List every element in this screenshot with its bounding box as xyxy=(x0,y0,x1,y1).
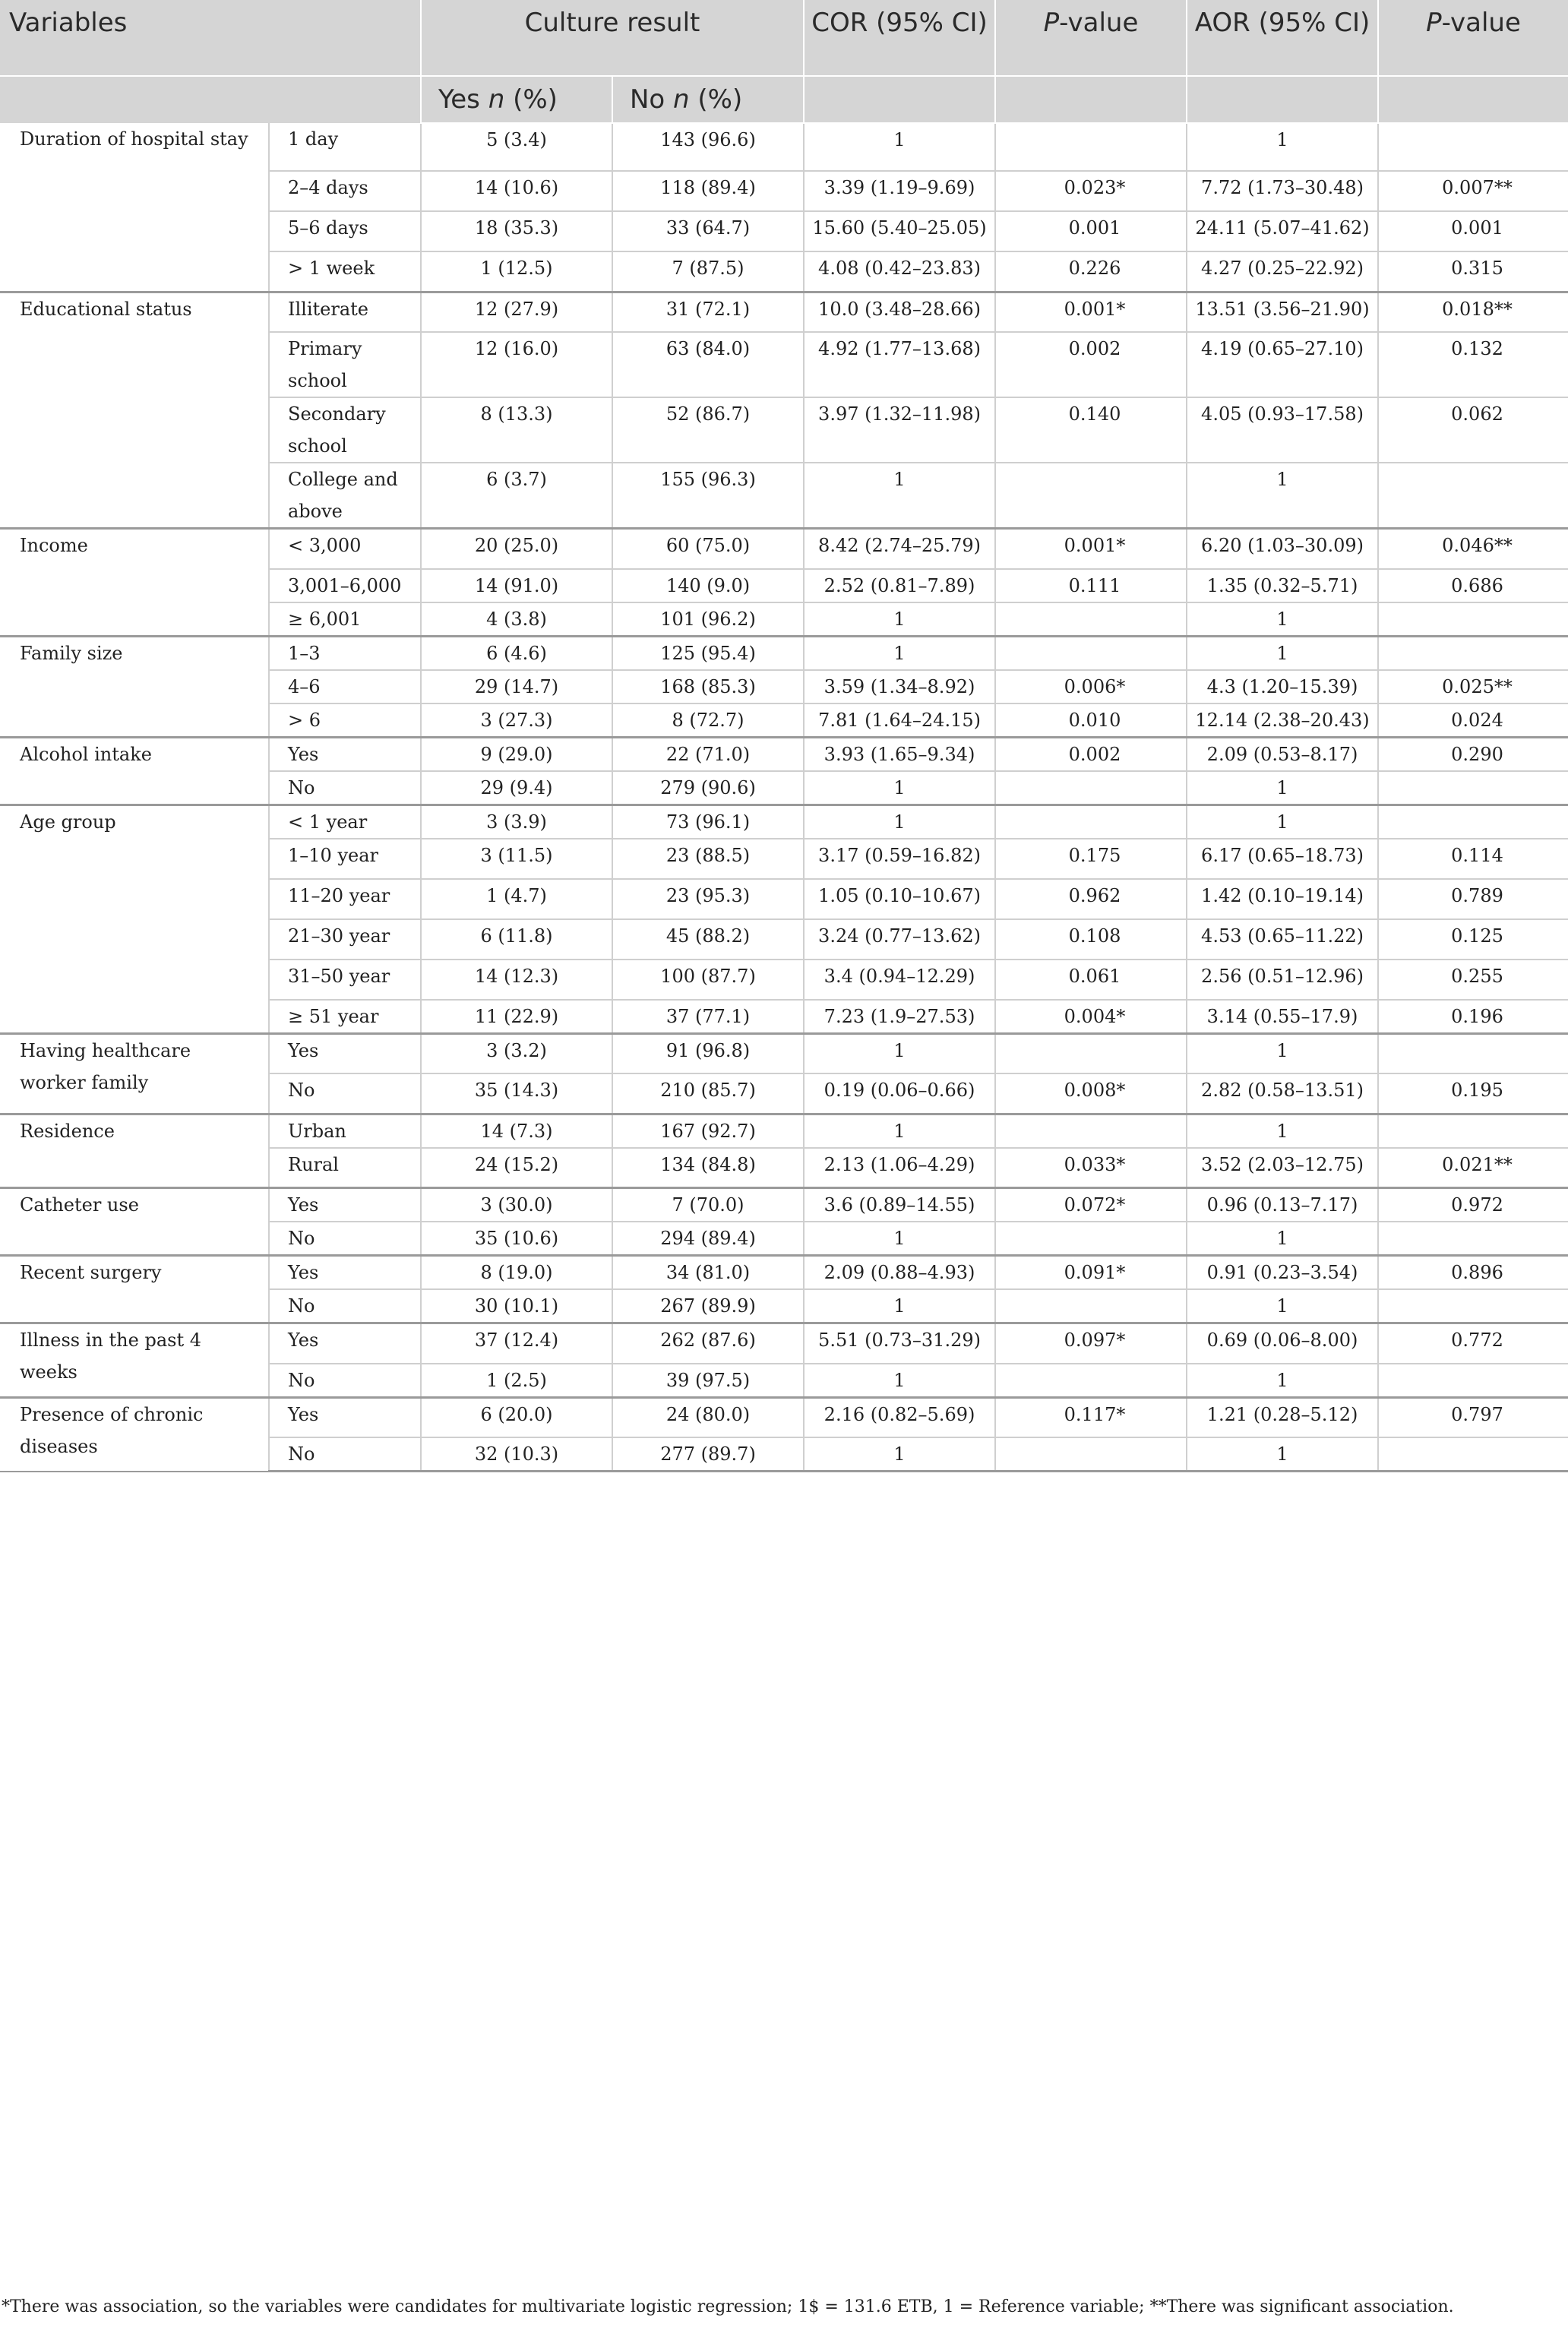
no-count: 7 (70.0) xyxy=(612,1188,804,1222)
yes-count: 14 (10.6) xyxy=(421,171,612,211)
aor-value: 4.05 (0.93–17.58) xyxy=(1187,397,1378,463)
aor-value: 2.09 (0.53–8.17) xyxy=(1187,737,1378,771)
yes-count: 29 (9.4) xyxy=(421,771,612,805)
no-count: 168 (85.3) xyxy=(612,670,804,703)
category-label: No xyxy=(269,771,421,805)
cor-value: 1 xyxy=(804,123,995,171)
yes-count: 24 (15.2) xyxy=(421,1148,612,1188)
category-label: Yes xyxy=(269,1256,421,1290)
aor-p-value xyxy=(1378,123,1568,171)
no-count: 101 (96.2) xyxy=(612,602,804,637)
cor-p-value xyxy=(995,771,1187,805)
variable-name: Recent surgery xyxy=(0,1256,269,1323)
aor-value: 13.51 (3.56–21.90) xyxy=(1187,292,1378,332)
no-count: 33 (64.7) xyxy=(612,211,804,251)
aor-value: 1 xyxy=(1187,805,1378,839)
cor-value: 4.92 (1.77–13.68) xyxy=(804,332,995,397)
header-variables: Variables xyxy=(0,0,421,76)
yes-count: 12 (16.0) xyxy=(421,332,612,397)
category-label: ≥ 6,001 xyxy=(269,602,421,637)
p-value-label: -value xyxy=(1059,8,1139,38)
yes-count: 30 (10.1) xyxy=(421,1289,612,1323)
variable-name: Having healthcare worker family xyxy=(0,1033,269,1114)
yes-count: 14 (7.3) xyxy=(421,1114,612,1148)
yes-count: 12 (27.9) xyxy=(421,292,612,332)
table-body xyxy=(0,123,1568,1472)
cor-value: 3.24 (0.77–13.62) xyxy=(804,919,995,960)
category-label: No xyxy=(269,1437,421,1472)
category-label: Primary school xyxy=(269,332,421,397)
header-culture-result: Culture result xyxy=(421,0,804,76)
header-no-n: No n (%) xyxy=(612,76,804,123)
yes-count: 6 (3.7) xyxy=(421,463,612,529)
cor-value: 3.59 (1.34–8.92) xyxy=(804,670,995,703)
category-label: 3,001–6,000 xyxy=(269,569,421,602)
yes-count: 3 (3.2) xyxy=(421,1033,612,1073)
no-count: 143 (96.6) xyxy=(612,123,804,171)
header-cor-p-value xyxy=(995,0,1187,76)
no-count: 60 (75.0) xyxy=(612,529,804,569)
category-label: 4–6 xyxy=(269,670,421,703)
table-row xyxy=(0,1033,1568,1073)
cor-p-value xyxy=(995,123,1187,171)
category-label: 2–4 days xyxy=(269,171,421,211)
cor-value: 8.42 (2.74–25.79) xyxy=(804,529,995,569)
aor-value: 1 xyxy=(1187,1437,1378,1472)
category-label: 1 day xyxy=(269,123,421,171)
yes-count: 3 (11.5) xyxy=(421,839,612,879)
category-label: Yes xyxy=(269,1323,421,1364)
yes-count: 3 (3.9) xyxy=(421,805,612,839)
table-row xyxy=(0,1114,1568,1148)
p-letter: P xyxy=(1426,8,1442,38)
cor-p-value: 0.962 xyxy=(995,879,1187,919)
cor-value: 2.13 (1.06–4.29) xyxy=(804,1148,995,1188)
yes-count: 9 (29.0) xyxy=(421,737,612,771)
cor-value: 1.05 (0.10–10.67) xyxy=(804,879,995,919)
no-count: 8 (72.7) xyxy=(612,703,804,738)
aor-value: 3.14 (0.55–17.9) xyxy=(1187,1000,1378,1034)
cor-value: 10.0 (3.48–28.66) xyxy=(804,292,995,332)
aor-value: 1.35 (0.32–5.71) xyxy=(1187,569,1378,602)
table-header xyxy=(0,0,1568,123)
no-count: 23 (88.5) xyxy=(612,839,804,879)
cor-p-value: 0.010 xyxy=(995,703,1187,738)
cor-p-value xyxy=(995,1222,1187,1256)
yes-count: 1 (4.7) xyxy=(421,879,612,919)
aor-p-value xyxy=(1378,1222,1568,1256)
no-count: 37 (77.1) xyxy=(612,1000,804,1034)
header-aor-p-value xyxy=(1378,0,1568,76)
header-blank xyxy=(995,76,1187,123)
aor-p-value: 0.772 xyxy=(1378,1323,1568,1364)
category-label: No xyxy=(269,1364,421,1398)
cor-value: 1 xyxy=(804,805,995,839)
category-label: > 1 week xyxy=(269,251,421,292)
aor-p-value: 0.315 xyxy=(1378,251,1568,292)
variable-name: Alcohol intake xyxy=(0,737,269,805)
aor-value: 6.17 (0.65–18.73) xyxy=(1187,839,1378,879)
cor-value: 2.09 (0.88–4.93) xyxy=(804,1256,995,1290)
yes-count: 3 (30.0) xyxy=(421,1188,612,1222)
aor-p-value: 0.024 xyxy=(1378,703,1568,738)
cor-p-value: 0.111 xyxy=(995,569,1187,602)
header-blank xyxy=(0,76,421,123)
cor-value: 7.23 (1.9–27.53) xyxy=(804,1000,995,1034)
cor-p-value: 0.097* xyxy=(995,1323,1187,1364)
cor-p-value: 0.108 xyxy=(995,919,1187,960)
aor-value: 1 xyxy=(1187,1289,1378,1323)
aor-value: 0.96 (0.13–7.17) xyxy=(1187,1188,1378,1222)
yes-count: 11 (22.9) xyxy=(421,1000,612,1034)
yes-count: 35 (10.6) xyxy=(421,1222,612,1256)
variable-name: Illness in the past 4 weeks xyxy=(0,1323,269,1398)
variable-name: Age group xyxy=(0,805,269,1033)
aor-p-value xyxy=(1378,602,1568,637)
aor-p-value xyxy=(1378,771,1568,805)
table-row xyxy=(0,292,1568,332)
cor-p-value: 0.008* xyxy=(995,1073,1187,1114)
cor-value: 3.6 (0.89–14.55) xyxy=(804,1188,995,1222)
variable-name: Residence xyxy=(0,1114,269,1188)
variable-name: Educational status xyxy=(0,292,269,529)
variable-name: Catheter use xyxy=(0,1188,269,1256)
cor-value: 1 xyxy=(804,1289,995,1323)
aor-value: 1 xyxy=(1187,1222,1378,1256)
no-count: 167 (92.7) xyxy=(612,1114,804,1148)
table-row xyxy=(0,1188,1568,1222)
category-label: 31–50 year xyxy=(269,960,421,1000)
cor-value: 3.17 (0.59–16.82) xyxy=(804,839,995,879)
aor-value: 1 xyxy=(1187,1364,1378,1398)
yes-count: 6 (11.8) xyxy=(421,919,612,960)
aor-p-value xyxy=(1378,1114,1568,1148)
p-letter: P xyxy=(1043,8,1060,38)
yes-count: 3 (27.3) xyxy=(421,703,612,738)
aor-p-value: 0.001 xyxy=(1378,211,1568,251)
cor-value: 1 xyxy=(804,771,995,805)
cor-p-value: 0.001* xyxy=(995,529,1187,569)
cor-value: 1 xyxy=(804,1364,995,1398)
cor-value: 2.16 (0.82–5.69) xyxy=(804,1397,995,1437)
category-label: No xyxy=(269,1222,421,1256)
cor-value: 7.81 (1.64–24.15) xyxy=(804,703,995,738)
no-count: 31 (72.1) xyxy=(612,292,804,332)
table-row xyxy=(0,1323,1568,1364)
variable-name: Duration of hospital stay xyxy=(0,123,269,292)
no-count: 140 (9.0) xyxy=(612,569,804,602)
yes-count: 29 (14.7) xyxy=(421,670,612,703)
category-label: Yes xyxy=(269,737,421,771)
aor-value: 7.72 (1.73–30.48) xyxy=(1187,171,1378,211)
aor-p-value: 0.896 xyxy=(1378,1256,1568,1290)
aor-p-value: 0.195 xyxy=(1378,1073,1568,1114)
cor-p-value: 0.061 xyxy=(995,960,1187,1000)
aor-p-value: 0.114 xyxy=(1378,839,1568,879)
table-row xyxy=(0,636,1568,670)
yes-count: 18 (35.3) xyxy=(421,211,612,251)
category-label: Yes xyxy=(269,1188,421,1222)
category-label: Yes xyxy=(269,1033,421,1073)
aor-value: 4.27 (0.25–22.92) xyxy=(1187,251,1378,292)
aor-p-value xyxy=(1378,636,1568,670)
aor-p-value xyxy=(1378,1437,1568,1472)
cor-p-value: 0.091* xyxy=(995,1256,1187,1290)
p-value-label: -value xyxy=(1441,8,1521,38)
category-label: 5–6 days xyxy=(269,211,421,251)
no-count: 73 (96.1) xyxy=(612,805,804,839)
aor-p-value: 0.125 xyxy=(1378,919,1568,960)
aor-value: 1 xyxy=(1187,123,1378,171)
category-label: 1–3 xyxy=(269,636,421,670)
aor-p-value: 0.196 xyxy=(1378,1000,1568,1034)
cor-value: 15.60 (5.40–25.05) xyxy=(804,211,995,251)
aor-value: 1 xyxy=(1187,771,1378,805)
category-label: 21–30 year xyxy=(269,919,421,960)
yes-count: 14 (91.0) xyxy=(421,569,612,602)
cor-p-value xyxy=(995,1364,1187,1398)
cor-p-value: 0.226 xyxy=(995,251,1187,292)
cor-value: 3.93 (1.65–9.34) xyxy=(804,737,995,771)
category-label: < 3,000 xyxy=(269,529,421,569)
cor-p-value xyxy=(995,1033,1187,1073)
header-blank xyxy=(1378,76,1568,123)
yes-count: 35 (14.3) xyxy=(421,1073,612,1114)
yes-count: 8 (13.3) xyxy=(421,397,612,463)
cor-p-value xyxy=(995,1437,1187,1472)
cor-p-value: 0.002 xyxy=(995,737,1187,771)
aor-p-value xyxy=(1378,1364,1568,1398)
header-cor: COR (95% CI) xyxy=(804,0,995,76)
aor-value: 1.42 (0.10–19.14) xyxy=(1187,879,1378,919)
no-count: 262 (87.6) xyxy=(612,1323,804,1364)
table-row xyxy=(0,123,1568,171)
cor-p-value: 0.072* xyxy=(995,1188,1187,1222)
no-count: 100 (87.7) xyxy=(612,960,804,1000)
category-label: Illiterate xyxy=(269,292,421,332)
table-row xyxy=(0,1256,1568,1290)
aor-value: 1 xyxy=(1187,1114,1378,1148)
cor-p-value xyxy=(995,1289,1187,1323)
aor-p-value xyxy=(1378,1289,1568,1323)
no-count: 22 (71.0) xyxy=(612,737,804,771)
cor-p-value: 0.002 xyxy=(995,332,1187,397)
yes-count: 37 (12.4) xyxy=(421,1323,612,1364)
no-count: 7 (87.5) xyxy=(612,251,804,292)
no-count: 210 (85.7) xyxy=(612,1073,804,1114)
table-footnote: *There was association, so the variables were candidates for multivariate logistic regression; 1$ = 131.6 ETB, 1 = Reference variable; **There was significant association. xyxy=(2,2297,1454,2316)
no-count: 24 (80.0) xyxy=(612,1397,804,1437)
variable-name: Income xyxy=(0,529,269,637)
no-count: 23 (95.3) xyxy=(612,879,804,919)
yes-count: 6 (4.6) xyxy=(421,636,612,670)
category-label: 1–10 year xyxy=(269,839,421,879)
aor-value: 1 xyxy=(1187,463,1378,529)
yes-count: 6 (20.0) xyxy=(421,1397,612,1437)
cor-p-value: 0.140 xyxy=(995,397,1187,463)
no-count: 267 (89.9) xyxy=(612,1289,804,1323)
aor-value: 3.52 (2.03–12.75) xyxy=(1187,1148,1378,1188)
aor-value: 2.82 (0.58–13.51) xyxy=(1187,1073,1378,1114)
category-label: 11–20 year xyxy=(269,879,421,919)
aor-value: 0.91 (0.23–3.54) xyxy=(1187,1256,1378,1290)
aor-p-value: 0.686 xyxy=(1378,569,1568,602)
cor-value: 3.39 (1.19–9.69) xyxy=(804,171,995,211)
aor-p-value xyxy=(1378,1033,1568,1073)
no-count: 125 (95.4) xyxy=(612,636,804,670)
aor-value: 1 xyxy=(1187,602,1378,637)
cor-p-value: 0.001 xyxy=(995,211,1187,251)
aor-value: 2.56 (0.51–12.96) xyxy=(1187,960,1378,1000)
aor-value: 12.14 (2.38–20.43) xyxy=(1187,703,1378,738)
no-count: 118 (89.4) xyxy=(612,171,804,211)
variable-name: Family size xyxy=(0,636,269,737)
yes-count: 32 (10.3) xyxy=(421,1437,612,1472)
cor-value: 3.4 (0.94–12.29) xyxy=(804,960,995,1000)
no-count: 63 (84.0) xyxy=(612,332,804,397)
aor-p-value: 0.021** xyxy=(1378,1148,1568,1188)
no-count: 52 (86.7) xyxy=(612,397,804,463)
cor-p-value xyxy=(995,636,1187,670)
header-yes-n: Yes n (%) xyxy=(421,76,612,123)
aor-value: 1 xyxy=(1187,636,1378,670)
yes-count: 5 (3.4) xyxy=(421,123,612,171)
cor-p-value: 0.175 xyxy=(995,839,1187,879)
table-row xyxy=(0,1397,1568,1437)
cor-value: 1 xyxy=(804,1437,995,1472)
cor-p-value: 0.006* xyxy=(995,670,1187,703)
variable-name: Presence of chronic diseases xyxy=(0,1397,269,1472)
no-count: 39 (97.5) xyxy=(612,1364,804,1398)
no-count: 91 (96.8) xyxy=(612,1033,804,1073)
cor-p-value xyxy=(995,602,1187,637)
aor-p-value: 0.062 xyxy=(1378,397,1568,463)
cor-value: 5.51 (0.73–31.29) xyxy=(804,1323,995,1364)
category-label: College and above xyxy=(269,463,421,529)
cor-value: 3.97 (1.32–11.98) xyxy=(804,397,995,463)
cor-p-value: 0.004* xyxy=(995,1000,1187,1034)
category-label: > 6 xyxy=(269,703,421,738)
cor-p-value xyxy=(995,805,1187,839)
aor-p-value: 0.046** xyxy=(1378,529,1568,569)
header-aor: AOR (95% CI) xyxy=(1187,0,1378,76)
yes-count: 8 (19.0) xyxy=(421,1256,612,1290)
aor-value: 1 xyxy=(1187,1033,1378,1073)
category-label: Yes xyxy=(269,1397,421,1437)
aor-value: 4.3 (1.20–15.39) xyxy=(1187,670,1378,703)
no-count: 294 (89.4) xyxy=(612,1222,804,1256)
category-label: No xyxy=(269,1073,421,1114)
yes-count: 14 (12.3) xyxy=(421,960,612,1000)
cor-p-value xyxy=(995,1114,1187,1148)
no-count: 134 (84.8) xyxy=(612,1148,804,1188)
header-blank xyxy=(1187,76,1378,123)
cor-value: 1 xyxy=(804,1033,995,1073)
category-label: < 1 year xyxy=(269,805,421,839)
category-label: ≥ 51 year xyxy=(269,1000,421,1034)
cor-value: 4.08 (0.42–23.83) xyxy=(804,251,995,292)
aor-p-value: 0.255 xyxy=(1378,960,1568,1000)
aor-p-value: 0.797 xyxy=(1378,1397,1568,1437)
cor-p-value xyxy=(995,463,1187,529)
cor-value: 1 xyxy=(804,463,995,529)
category-label: No xyxy=(269,1289,421,1323)
aor-p-value xyxy=(1378,805,1568,839)
aor-value: 24.11 (5.07–41.62) xyxy=(1187,211,1378,251)
cor-value: 2.52 (0.81–7.89) xyxy=(804,569,995,602)
aor-p-value: 0.972 xyxy=(1378,1188,1568,1222)
cor-p-value: 0.001* xyxy=(995,292,1187,332)
category-label: Secondary school xyxy=(269,397,421,463)
table-row xyxy=(0,529,1568,569)
aor-p-value xyxy=(1378,463,1568,529)
table-row xyxy=(0,737,1568,771)
cor-value: 1 xyxy=(804,1114,995,1148)
cor-p-value: 0.117* xyxy=(995,1397,1187,1437)
aor-p-value: 0.290 xyxy=(1378,737,1568,771)
cor-value: 1 xyxy=(804,636,995,670)
yes-count: 20 (25.0) xyxy=(421,529,612,569)
yes-count: 4 (3.8) xyxy=(421,602,612,637)
aor-p-value: 0.789 xyxy=(1378,879,1568,919)
category-label: Rural xyxy=(269,1148,421,1188)
no-count: 45 (88.2) xyxy=(612,919,804,960)
no-count: 155 (96.3) xyxy=(612,463,804,529)
no-count: 279 (90.6) xyxy=(612,771,804,805)
aor-value: 4.53 (0.65–11.22) xyxy=(1187,919,1378,960)
yes-count: 1 (12.5) xyxy=(421,251,612,292)
no-count: 34 (81.0) xyxy=(612,1256,804,1290)
aor-value: 4.19 (0.65–27.10) xyxy=(1187,332,1378,397)
aor-p-value: 0.018** xyxy=(1378,292,1568,332)
aor-value: 1.21 (0.28–5.12) xyxy=(1187,1397,1378,1437)
cor-value: 1 xyxy=(804,602,995,637)
cor-p-value: 0.023* xyxy=(995,171,1187,211)
aor-p-value: 0.007** xyxy=(1378,171,1568,211)
yes-count: 1 (2.5) xyxy=(421,1364,612,1398)
aor-value: 6.20 (1.03–30.09) xyxy=(1187,529,1378,569)
cor-value: 1 xyxy=(804,1222,995,1256)
header-blank xyxy=(804,76,995,123)
aor-value: 0.69 (0.06–8.00) xyxy=(1187,1323,1378,1364)
table-row xyxy=(0,805,1568,839)
cor-p-value: 0.033* xyxy=(995,1148,1187,1188)
aor-p-value: 0.025** xyxy=(1378,670,1568,703)
no-count: 277 (89.7) xyxy=(612,1437,804,1472)
category-label: Urban xyxy=(269,1114,421,1148)
cor-value: 0.19 (0.06–0.66) xyxy=(804,1073,995,1114)
aor-p-value: 0.132 xyxy=(1378,332,1568,397)
